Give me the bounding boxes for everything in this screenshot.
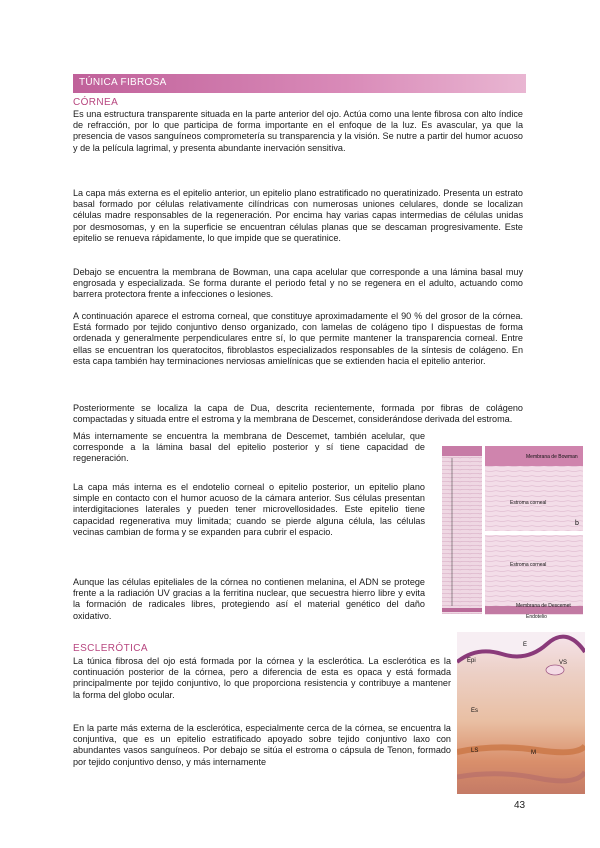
cornea-histology-figure	[430, 444, 585, 624]
label-bowman: Membrana de Bowman	[526, 454, 578, 460]
cornea-paragraph-5b: Más internamente se encuentra la membrana de Descemet, también acelular, que corresponde a la lámina basal del epitelio posterior y sí tiene capacidad de regeneración.	[73, 431, 425, 464]
cornea-paragraph-7: Aunque las células epiteliales de la córnea no contienen melanina, el ADN se protege frente a la radiación UV gracias a la ferritina nuclear, que secuestra hierro libre y evita la formación de radicales libres, protegiendo así el material genético del daño oxidativo.	[73, 577, 425, 621]
label-e: E	[523, 642, 528, 648]
cornea-paragraph-1: Es una estructura transparente situada en la parte anterior del ojo. Actúa como una lente fibrosa con alto índice de refracción, por lo que participa de forma importante en el enfoque de la luz. Es avascular, ya que la presencia de vasos sanguíneos comprometería su transparencia y la visión. Se nutre a partir del humor acuoso y de la película lagrimal, y presenta abundante inervación sensitiva.	[73, 109, 523, 153]
label-stroma-bottom: Estroma corneal	[510, 562, 547, 568]
label-m: M	[531, 750, 536, 756]
cornea-paragraph-4: A continuación aparece el estroma corneal, que constituye aproximadamente el 90 % del grosor de la córnea. Está formado por tejido conjuntivo denso organizado, con lamelas de colágeno tipo I dispuestas de forma ordenada y generalmente perpendiculares entre sí, lo que permite mantener la transparencia corneal. Entre ellas se encuentran los queratocitos, fibroblastos especializados responsables de la síntesis de colágeno. En esta capa también hay terminaciones nerviosas amielínicas que se extienden hacia el epitelio anterior.	[73, 311, 523, 366]
cornea-histology-image	[430, 444, 585, 624]
sclera-histology-figure	[457, 632, 585, 794]
sclera-heading: ESCLERÓTICA	[73, 643, 148, 654]
label-vs: VS	[559, 660, 568, 666]
page-number: 43	[514, 800, 526, 811]
label-ls: LS	[471, 748, 479, 754]
cornea-paragraph-2: La capa más externa es el epitelio anterior, un epitelio plano estratificado no queratinizado. Presenta un estrato basal formado por células relativamente cilíndricas con numerosas uniones celulares, donde se localizan células madre responsables de la regeneración. Por encima hay varias capas intermedias de células unidas por desmosomas, y en la superficie se encuentran células planas que se descaman progresivamente. Este epitelio se renueva rápidamente, lo que impide que se queratinice.	[73, 188, 523, 243]
cornea-paragraph-6: La capa más interna es el endotelio corneal o epitelio posterior, un epitelio plano simple en contacto con el humor acuoso de la cámara anterior. Sus células presentan interdigitaciones laterales y pueden tener microvellosidades. Este epitelio tiene capacidad regenerativa muy limitada; cuando se pierde alguna célula, las células vecinas cambian de forma y se expanden para cubrir el espacio.	[73, 482, 425, 537]
section-banner	[73, 74, 526, 93]
cornea-paragraph-3: Debajo se encuentra la membrana de Bowman, una capa acelular que corresponde a una lámina basal muy engrosada y especializada. Se forma durante el periodo fetal y no se regenera en el adulto, actuando como barrera protectora frente a infecciones o lesiones.	[73, 267, 523, 300]
cornea-paragraph-5a: Posteriormente se localiza la capa de Dua, descrita recientemente, formada por fibras de colágeno compactadas y situada entre el estroma y la membrana de Descemet, considerándose derivada del estroma.	[73, 403, 523, 425]
sclera-paragraph-1: La túnica fibrosa del ojo está formada por la córnea y la esclerótica. La esclerótica es la continuación posterior de la córnea, pero a diferencia de esta es opaca y está formada principalmente por tejido conjuntivo, lo que proporciona resistencia y contribuye a mantener la forma del globo ocular.	[73, 656, 451, 700]
section-title: TÚNICA FIBROSA	[79, 77, 167, 88]
sclera-paragraph-2: En la parte más externa de la esclerótica, especialmente cerca de la córnea, se encuentra la conjuntiva, que es un epitelio estratificado apoyado sobre tejido conjuntivo laxo con abundantes vasos sanguíneos. Por debajo se sitúa el estroma o cápsula de Tenon, formado por tejido conjuntivo denso, y más internamente	[73, 723, 451, 767]
label-descemet: Membrana de Descemet	[516, 603, 571, 609]
label-es: Es	[471, 708, 479, 714]
label-endothelium: Endotelio	[526, 614, 547, 620]
label-stroma-top: Estroma corneal	[510, 500, 547, 506]
cornea-heading: CÓRNEA	[73, 97, 119, 108]
label-b: b	[575, 520, 579, 527]
label-epi: Epi	[467, 658, 476, 664]
